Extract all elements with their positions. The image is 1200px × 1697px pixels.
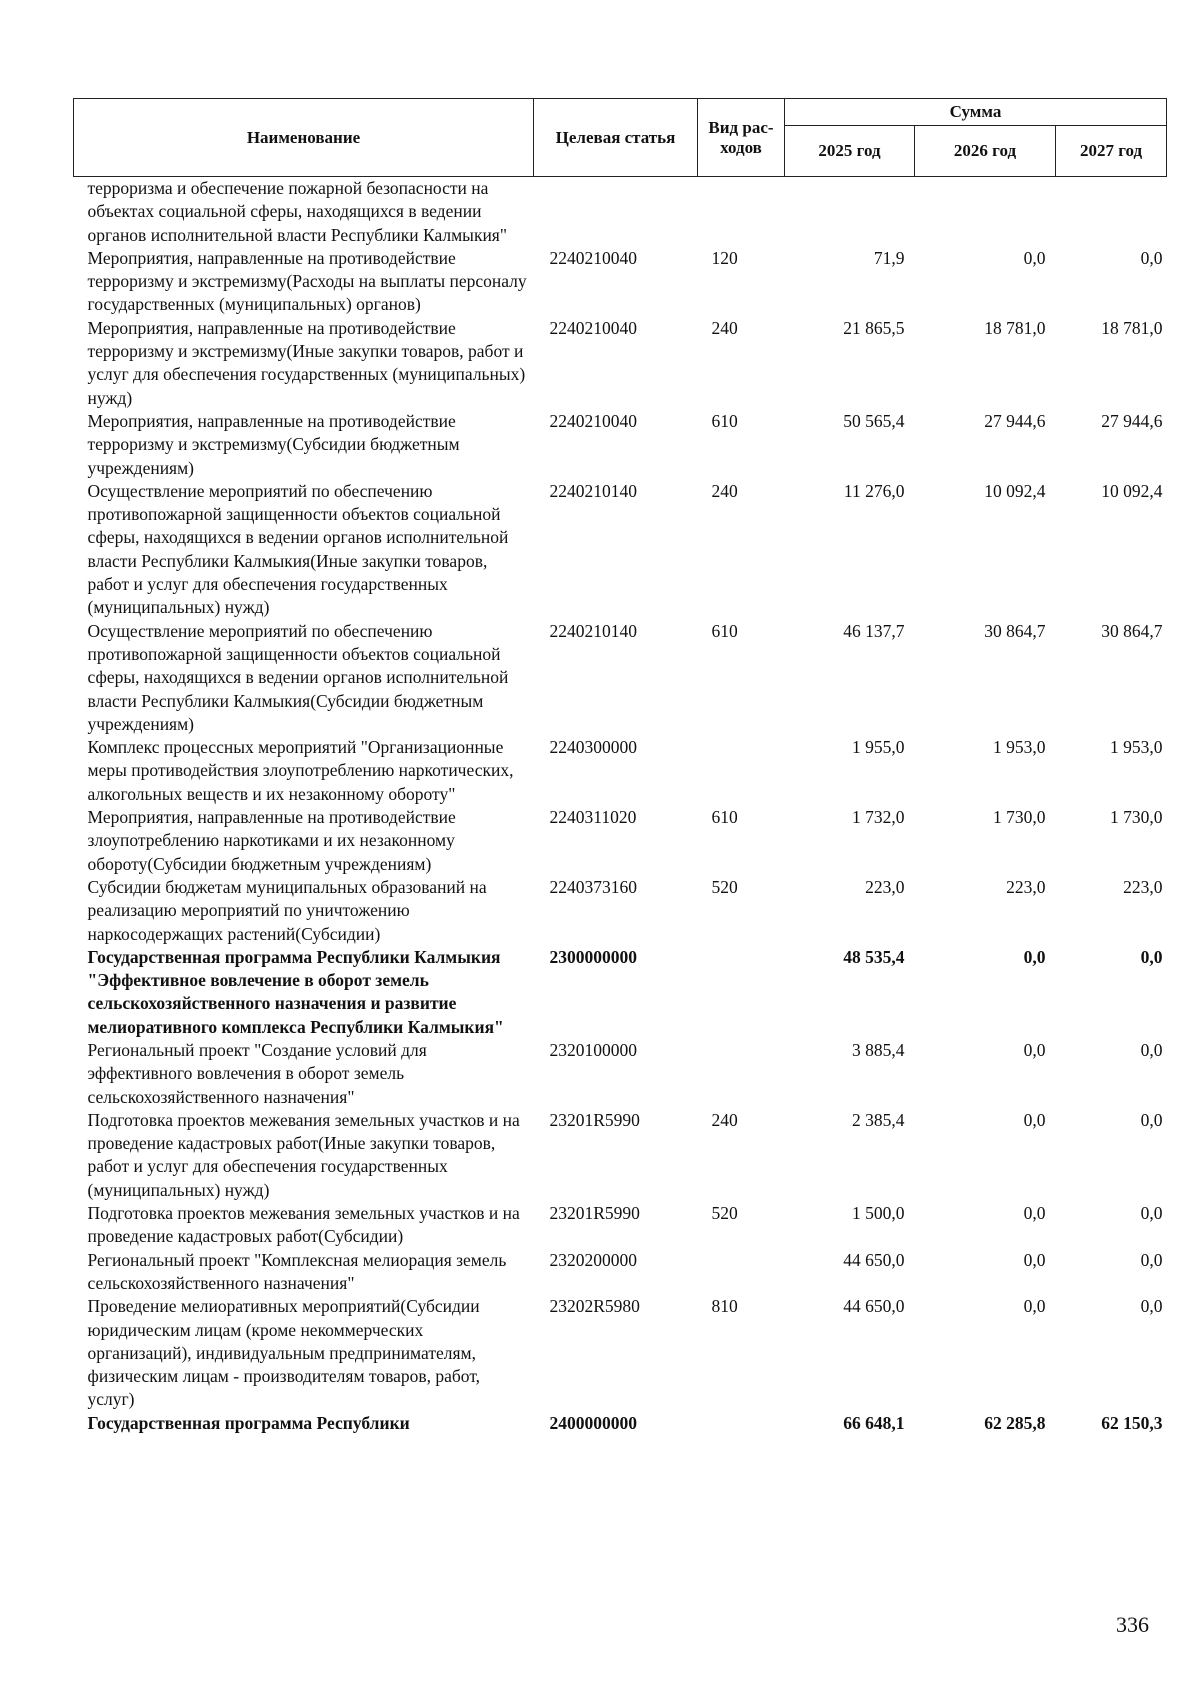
header-2027: 2027 год (1056, 126, 1167, 177)
row-expense-kind (698, 177, 785, 247)
row-expense-kind: 240 (711, 317, 738, 338)
row-name: Мероприятия, направленные на противодействие злоупотреблению наркотиками и их незаконному обороту(Субсидии бюджетным учреждениям) (87, 807, 456, 874)
row-value-2026: 0,0 (1023, 1109, 1046, 1130)
row-value-2026: 0,0 (1023, 1249, 1046, 1270)
table-header (74, 99, 1167, 177)
row-expense-kind (698, 736, 785, 806)
row-expense-kind (698, 946, 785, 1039)
row-value-2027: 0,0 (1140, 1296, 1163, 1317)
table-row (74, 806, 1167, 876)
row-target-code: 2240210040 (549, 247, 637, 268)
table-body (74, 177, 1167, 1436)
row-value-2027: 62 150,3 (1101, 1412, 1163, 1433)
header-2026: 2026 год (915, 126, 1056, 177)
header-kind: Вид рас-ходов (698, 99, 785, 177)
row-value-2027: 0,0 (1140, 1109, 1163, 1130)
row-value-2025: 66 648,1 (843, 1412, 905, 1433)
row-value-2025: 11 276,0 (843, 480, 905, 501)
row-expense-kind (698, 1249, 785, 1296)
row-value-2025: 71,9 (873, 247, 905, 268)
row-name: Государственная программа Республики (87, 1412, 410, 1433)
header-target: Целевая статья (534, 99, 698, 177)
row-value-2026: 0,0 (1023, 1039, 1046, 1060)
table-row (74, 1039, 1167, 1109)
row-expense-kind: 810 (711, 1296, 738, 1317)
row-target-code: 2240210140 (549, 620, 637, 641)
row-expense-kind: 520 (711, 876, 738, 897)
row-value-2025: 223,0 (865, 876, 905, 897)
row-target-code: 2300000000 (549, 946, 637, 967)
table-row (74, 736, 1167, 806)
row-value-2027: 1 953,0 (1110, 737, 1163, 758)
budget-table-page (73, 98, 1166, 1435)
row-value-2025: 1 732,0 (852, 807, 905, 828)
row-target-code: 2320200000 (549, 1249, 637, 1270)
row-value-2026: 0,0 (1023, 946, 1046, 967)
row-value-2026: 18 781,0 (984, 317, 1046, 338)
table-row (74, 1412, 1167, 1435)
row-expense-kind: 120 (711, 247, 738, 268)
row-target-code: 2240311020 (549, 807, 637, 828)
row-expense-kind: 240 (711, 480, 738, 501)
row-target-code: 2240300000 (549, 737, 637, 758)
row-target-code (534, 177, 698, 247)
table-row (74, 946, 1167, 1039)
row-value-2027: 0,0 (1140, 946, 1163, 967)
row-name: Региональный проект "Создание условий для эффективного вовлечения в оборот земель сельскохозяйственного назначения" (87, 1039, 427, 1107)
row-value-2025: 44 650,0 (843, 1249, 905, 1270)
row-target-code: 2240210140 (549, 480, 637, 501)
row-expense-kind: 610 (711, 807, 738, 828)
table-row (74, 177, 1167, 247)
row-value-2027: 0,0 (1140, 1203, 1163, 1224)
row-value-2025: 50 565,4 (843, 410, 905, 431)
row-name: Подготовка проектов межевания земельных участков и на проведение кадастровых работ(Субсидии) (87, 1203, 520, 1247)
row-expense-kind (698, 1039, 785, 1109)
header-2025: 2025 год (785, 126, 915, 177)
row-value-2026: 0,0 (1023, 1296, 1046, 1317)
table-row (74, 876, 1167, 946)
header-sum: Сумма (785, 99, 1167, 126)
row-name: терроризма и обеспечение пожарной безопасности на объектах социальной сферы, находящихся в ведении органов исполнительной власти Республики Калмыкия" (87, 178, 508, 245)
row-name: Мероприятия, направленные на противодействие терроризму и экстремизму(Иные закупки товаров, работ и услуг для обеспечения государственных (муниципальных) нужд) (87, 317, 526, 408)
row-expense-kind: 520 (711, 1203, 738, 1224)
row-value-2026: 223,0 (1006, 876, 1046, 897)
row-value-2025: 48 535,4 (843, 946, 905, 967)
header-name: Наименование (74, 99, 534, 177)
row-value-2027: 1 730,0 (1110, 807, 1163, 828)
row-value-2027: 30 864,7 (1101, 620, 1163, 641)
table-row (74, 480, 1167, 620)
row-expense-kind: 610 (711, 410, 738, 431)
row-value-2025: 2 385,4 (852, 1109, 905, 1130)
row-name: Субсидии бюджетам муниципальных образований на реализацию мероприятий по уничтожению наркосодержащих растений(Субсидии) (87, 876, 487, 944)
table-row (74, 1109, 1167, 1202)
row-value-2027: 0,0 (1140, 1039, 1163, 1060)
budget-table (73, 98, 1167, 1435)
row-value-2027: 10 092,4 (1101, 480, 1163, 501)
row-value-2025: 44 650,0 (843, 1296, 905, 1317)
row-value-2027: 0,0 (1140, 1249, 1163, 1270)
row-value-2026: 1 730,0 (993, 807, 1046, 828)
row-value-2025: 21 865,5 (843, 317, 905, 338)
row-value-2025: 46 137,7 (843, 620, 905, 641)
row-value-2027: 27 944,6 (1101, 410, 1163, 431)
row-value-2026: 0,0 (1023, 247, 1046, 268)
row-name: Региональный проект "Комплексная мелиорация земель сельскохозяйственного назначения" (87, 1249, 507, 1293)
row-name: Мероприятия, направленные на противодействие терроризму и экстремизму(Субсидии бюджетным учреждениям) (87, 410, 460, 478)
table-row (74, 620, 1167, 736)
row-target-code: 2240210040 (549, 317, 637, 338)
row-target-code: 2400000000 (549, 1412, 637, 1433)
row-value-2026: 27 944,6 (984, 410, 1046, 431)
row-value-2026 (915, 177, 1056, 247)
page-number: 336 (1116, 1612, 1149, 1637)
row-name: Комплекс процессных мероприятий "Организационные меры противодействия злоупотреблению наркотических, алкогольных веществ и их незаконному обороту" (87, 737, 514, 804)
table-row (74, 247, 1167, 317)
row-value-2025: 1 500,0 (852, 1203, 905, 1224)
row-name: Мероприятия, направленные на противодействие терроризму и экстремизму(Расходы на выплаты персоналу государственных (муниципальных) органов) (87, 247, 527, 315)
row-expense-kind (698, 1412, 785, 1435)
row-target-code: 23202R5980 (549, 1296, 640, 1317)
row-name: Государственная программа Республики Калмыкия "Эффективное вовлечение в оборот земель сельскохозяйственного назначения и развитие мелиоративного комплекса Республики Калмыкия" (87, 946, 504, 1037)
row-value-2027: 18 781,0 (1101, 317, 1163, 338)
row-value-2026: 30 864,7 (984, 620, 1046, 641)
row-value-2025 (785, 177, 915, 247)
row-value-2026: 10 092,4 (984, 480, 1046, 501)
table-row (74, 1202, 1167, 1249)
table-row (74, 1249, 1167, 1296)
row-expense-kind: 610 (711, 620, 738, 641)
row-value-2025: 3 885,4 (852, 1039, 905, 1060)
row-target-code: 2240210040 (549, 410, 637, 431)
row-value-2026: 1 953,0 (993, 737, 1046, 758)
row-value-2027: 0,0 (1140, 247, 1163, 268)
table-row (74, 317, 1167, 410)
row-value-2027 (1056, 177, 1167, 247)
row-name: Осуществление мероприятий по обеспечению противопожарной защищенности объектов социальной сферы, находящихся в ведении органов исполнительной власти Республики Калмыкия(Иные закупки товаров, работ и услуг для обеспечения государственных (муниципальных) нужд) (87, 480, 509, 618)
row-value-2026: 0,0 (1023, 1203, 1046, 1224)
row-expense-kind: 240 (711, 1109, 738, 1130)
row-name: Подготовка проектов межевания земельных участков и на проведение кадастровых работ(Иные закупки товаров, работ и услуг для обеспечения государственных (муниципальных) нужд) (87, 1109, 520, 1200)
row-name: Проведение мелиоративных мероприятий(Субсидии юридическим лицам (кроме некоммерческих организаций), индивидуальным предпринимателям, физическим лицам - производителям товаров, работ, услуг) (87, 1296, 481, 1410)
table-row (74, 1295, 1167, 1411)
row-target-code: 2240373160 (549, 876, 637, 897)
row-value-2025: 1 955,0 (852, 737, 905, 758)
row-target-code: 23201R5990 (549, 1109, 640, 1130)
row-target-code: 23201R5990 (549, 1203, 640, 1224)
row-name: Осуществление мероприятий по обеспечению противопожарной защищенности объектов социальной сферы, находящихся в ведении органов исполнительной власти Республики Калмыкия(Субсидии бюджетным учреждениям) (87, 620, 509, 734)
table-row (74, 410, 1167, 480)
row-value-2026: 62 285,8 (984, 1412, 1046, 1433)
row-value-2027: 223,0 (1123, 876, 1163, 897)
row-target-code: 2320100000 (549, 1039, 637, 1060)
